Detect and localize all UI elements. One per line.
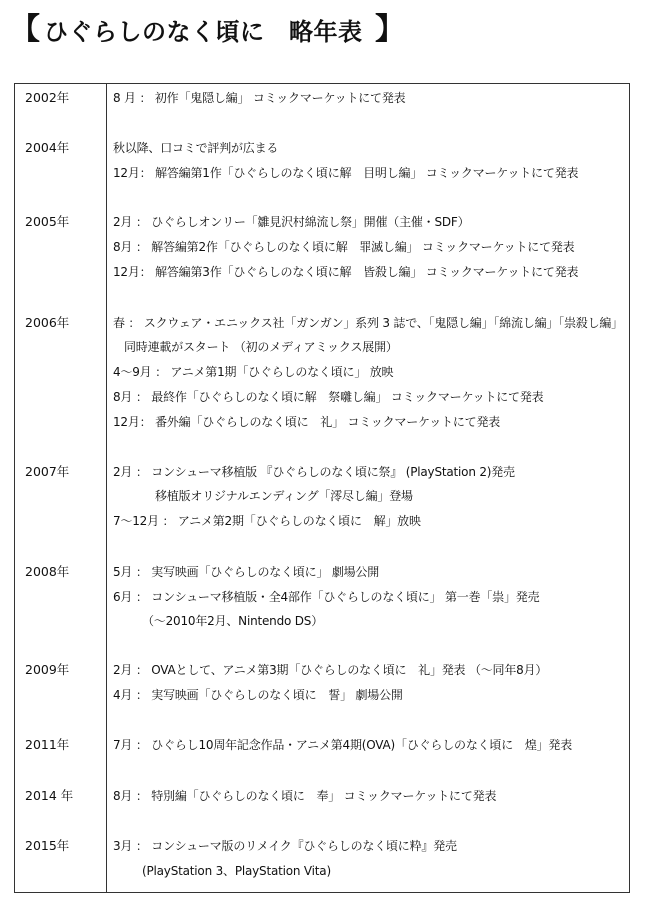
- event-line: 3月 ： コンシューマ版のリメイク『ひぐらしのなく頃に粋』発売: [113, 839, 457, 853]
- event-line: 春 ： スクウェア・エニックス社「ガンガン」系列 3 誌で、「鬼隠し編」「綿流し編」「祟殺し編」: [113, 316, 623, 330]
- event-line: 4～9月 ： アニメ第1期「ひぐらしのなく頃に」 放映: [113, 365, 394, 379]
- event-line: (PlayStation 3、PlayStation Vita): [142, 864, 331, 878]
- year-label: 2011年: [25, 737, 70, 752]
- event-line: 7～12月 ： アニメ第2期「ひぐらしのなく頃に 解」放映: [113, 514, 421, 528]
- event-line: 秋以降、口コミで評判が広まる: [113, 141, 279, 155]
- column-divider: [106, 84, 107, 892]
- year-label: 2004年: [25, 140, 70, 155]
- event-line: 4月 ： 実写映画「ひぐらしのなく頃に 誓」 劇場公開: [113, 688, 403, 702]
- event-line: 12月： 解答編第3作「ひぐらしのなく頃に解 皆殺し編」 コミックマーケットにて発表: [113, 265, 579, 279]
- event-line: 8月 ： 最終作「ひぐらしのなく頃に解 祭囃し編」 コミックマーケットにて発表: [113, 390, 544, 404]
- event-line: 2月 ： OVAとして、アニメ第3期「ひぐらしのなく頃に 礼」発表 （～同年8月）: [113, 663, 548, 677]
- event-line: 6月 ： コンシューマ移植版・全4部作「ひぐらしのなく頃に」 第一巻「祟」発売: [113, 590, 540, 604]
- year-label: 2007年: [25, 464, 70, 479]
- year-label: 2008年: [25, 564, 70, 579]
- year-label: 2002年: [25, 90, 70, 105]
- event-line: 2月 ： ひぐらしオンリー「雛見沢村綿流し祭」開催（主催・SDF）: [113, 215, 470, 229]
- event-line: 2月 ： コンシューマ移植版 『ひぐらしのなく頃に祭』 (PlayStation 2)発売: [113, 465, 515, 479]
- year-label: 2006年: [25, 315, 70, 330]
- event-line: 移植版オリジナルエンディング「澪尽し編」登場: [155, 489, 413, 503]
- year-label: 2014 年: [25, 788, 74, 803]
- year-label: 2009年: [25, 662, 70, 677]
- title-close-bracket: 】: [375, 12, 405, 47]
- event-line: 同時連載がスタート （初のメディアミックス展開）: [124, 340, 398, 354]
- title-text: ひぐらしのなく頃に 略年表: [44, 18, 363, 46]
- event-line: 8月 ： 解答編第2作「ひぐらしのなく頃に解 罪滅し編」 コミックマーケットにて発表: [113, 240, 575, 254]
- title-open-bracket: 【: [10, 12, 40, 47]
- event-line: 5月 ： 実写映画「ひぐらしのなく頃に」 劇場公開: [113, 565, 380, 579]
- event-line: （～2010年2月、Nintendo DS）: [142, 614, 324, 628]
- event-line: 12月： 番外編「ひぐらしのなく頃に 礼」 コミックマーケットにて発表: [113, 415, 501, 429]
- event-line: 7月 ： ひぐらし10周年記念作品・アニメ第4期(OVA)「ひぐらしのなく頃に 煌」発表: [113, 738, 573, 752]
- event-line: 8 月 ： 初作「鬼隠し編」 コミックマーケットにて発表: [113, 91, 406, 105]
- year-label: 2015年: [25, 838, 70, 853]
- event-line: 12月： 解答編第1作「ひぐらしのなく頃に解 目明し編」 コミックマーケットにて発表: [113, 166, 579, 180]
- event-line: 8月 ： 特別編「ひぐらしのなく頃に 奉」 コミックマーケットにて発表: [113, 789, 497, 803]
- year-label: 2005年: [25, 214, 70, 229]
- page-title: [10, 12, 405, 50]
- timeline-table: [14, 83, 630, 893]
